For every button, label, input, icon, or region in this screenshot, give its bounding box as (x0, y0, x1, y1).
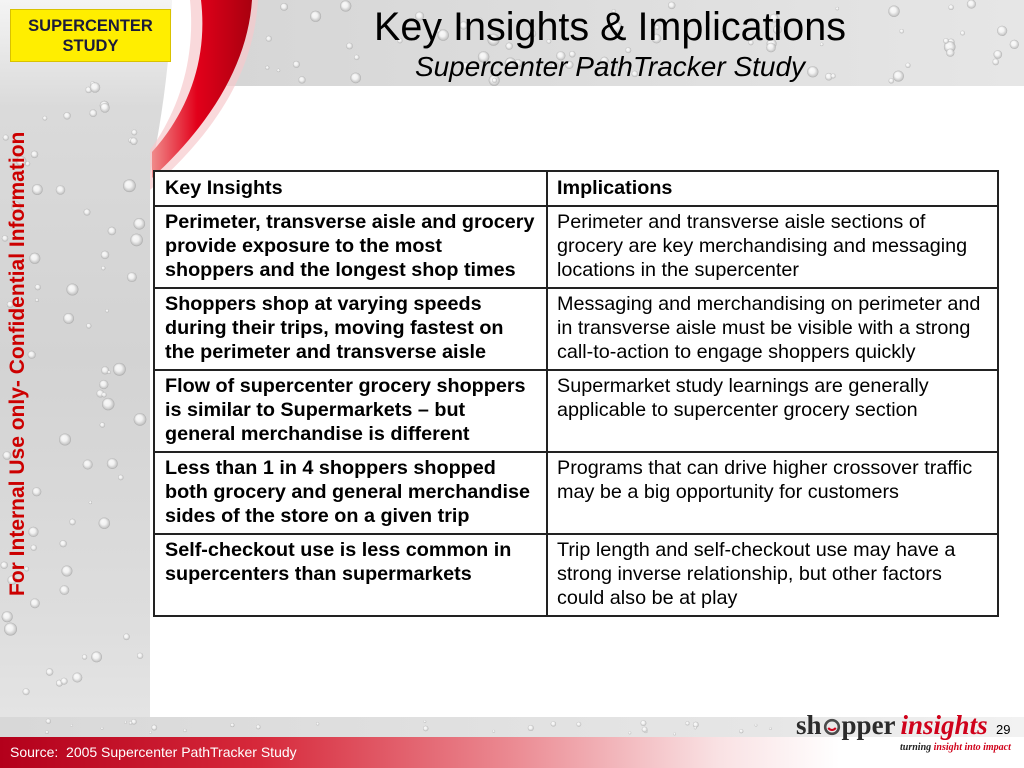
droplet (131, 130, 137, 136)
cell-text-line: could also be at play (557, 587, 738, 609)
droplet (89, 109, 97, 117)
implication-cell (548, 453, 997, 533)
droplet (118, 475, 123, 480)
droplet (124, 721, 127, 724)
droplet (100, 103, 110, 113)
droplet (72, 673, 82, 683)
droplet (256, 725, 261, 730)
logo-tagline (900, 742, 1011, 754)
cell-text-line: both grocery and general merchandise (165, 481, 530, 503)
droplet (66, 284, 78, 296)
droplet (59, 434, 71, 446)
droplet (134, 218, 146, 230)
droplet (70, 724, 72, 726)
cell-text-line: strong inverse relationship, but other factors (557, 563, 942, 585)
droplet (2, 611, 13, 622)
badge-line-1: SUPERCENTER (28, 16, 153, 35)
cell-text-line: Trip length and self-checkout use may have a (557, 539, 956, 561)
logo-word-insights: insights (900, 710, 988, 740)
droplet (35, 298, 39, 302)
insight-cell (155, 453, 548, 533)
droplet (82, 654, 87, 659)
badge-line-2: STUDY (62, 36, 119, 55)
page-number: 29 (996, 722, 1011, 737)
droplet (29, 253, 40, 264)
droplet (45, 731, 48, 734)
droplet (130, 138, 137, 145)
implication-cell (548, 535, 997, 615)
droplet (739, 729, 743, 733)
cell-text-line: Flow of supercenter grocery shoppers (165, 375, 526, 397)
droplet (35, 284, 41, 290)
cell-text-line: is similar to Supermarkets – but (165, 399, 466, 421)
cell-text-line: general merchandise is different (165, 423, 470, 445)
droplet (528, 725, 534, 731)
droplet (63, 313, 74, 324)
droplet (60, 540, 67, 547)
droplet (101, 266, 105, 270)
cell-text-line: grocery are key merchandising and messaging (557, 235, 968, 257)
droplet (61, 678, 68, 685)
logo-word-end: pper (841, 710, 896, 740)
cell-text-line: the perimeter and transverse aisle (165, 341, 487, 363)
droplet (686, 721, 690, 725)
tagline-start: turning (900, 742, 932, 753)
droplet (46, 719, 51, 724)
insight-cell (155, 289, 548, 369)
confidential-note: For Internal Use only- Confidential Information (6, 131, 29, 597)
droplet (492, 730, 495, 733)
cell-text-line: applicable to supercenter grocery section (557, 399, 918, 421)
cell-text-line: supercenters than supermarkets (165, 563, 472, 585)
droplet (99, 380, 108, 389)
slide-subtitle: Supercenter PathTracker Study (414, 51, 806, 82)
droplet (43, 116, 48, 121)
cell-text-line: call-to-action to engage shoppers quickly (557, 341, 916, 363)
droplet (63, 112, 70, 119)
cell-text-line: Messaging and merchandising on perimeter and (557, 293, 981, 315)
droplet (101, 251, 109, 259)
cell-text-line: in transverse aisle must be visible with a strong (557, 317, 971, 339)
table-row (155, 287, 997, 369)
droplet (84, 209, 91, 216)
droplet (106, 309, 109, 312)
droplet (230, 723, 234, 727)
droplet (86, 323, 91, 328)
droplet (108, 227, 116, 235)
droplet (90, 82, 100, 92)
droplet (100, 422, 105, 427)
droplet (149, 731, 151, 733)
droplet (641, 720, 647, 726)
droplet (992, 59, 999, 66)
droplet (31, 151, 38, 158)
droplet (69, 519, 75, 525)
droplet (123, 179, 136, 192)
cell-text-line: Self-checkout use is less common in (165, 539, 512, 561)
logo-wordmark (796, 710, 1011, 740)
droplet (694, 727, 697, 730)
cell-text-line: locations in the supercenter (557, 259, 799, 281)
droplet (127, 272, 137, 282)
droplet (32, 487, 41, 496)
droplet (101, 727, 104, 730)
droplet (89, 501, 92, 504)
cell-text-line: Shoppers shop at varying speeds (165, 293, 482, 315)
implication-cell (548, 289, 997, 369)
droplet (91, 652, 102, 663)
droplet (56, 185, 65, 194)
insights-table (153, 170, 999, 617)
droplet (628, 732, 631, 735)
droplet (137, 653, 143, 659)
droplet (60, 585, 70, 595)
droplet (61, 566, 72, 577)
shopper-o-icon (823, 712, 841, 730)
table-header-row (155, 172, 997, 205)
droplet (316, 722, 319, 725)
droplet (107, 458, 118, 469)
droplet (30, 598, 40, 608)
droplet (997, 26, 1007, 36)
droplet (1010, 40, 1019, 49)
droplet (994, 50, 1003, 59)
cell-text-line: may be a big opportunity for customers (557, 481, 899, 503)
implication-cell (548, 207, 997, 287)
droplet (123, 634, 130, 641)
droplet (183, 729, 186, 732)
insight-cell (155, 535, 548, 615)
droplet (134, 413, 147, 426)
droplet (113, 363, 126, 376)
droplet (129, 721, 132, 724)
implication-cell (548, 371, 997, 451)
header-implications: Implications (557, 177, 673, 199)
droplet (46, 668, 53, 675)
cell-text-line: shoppers and the longest shop times (165, 259, 516, 281)
droplet (32, 184, 43, 195)
insight-cell (155, 207, 548, 287)
droplet (755, 724, 758, 727)
droplet (99, 518, 110, 529)
cell-text-line: provide exposure to the most (165, 235, 442, 257)
droplet (642, 727, 648, 733)
droplet (769, 727, 772, 730)
droplet (102, 398, 114, 410)
study-badge (10, 9, 171, 62)
header-key-insights: Key Insights (155, 172, 548, 205)
logo-word-start: sh (796, 710, 822, 740)
table-row (155, 369, 997, 451)
droplet (551, 721, 556, 726)
cell-text-line: Less than 1 in 4 shoppers shopped (165, 457, 496, 479)
droplet (576, 722, 581, 727)
insight-cell (155, 371, 548, 451)
table-row (155, 533, 997, 615)
cell-text-line: during their trips, moving fastest on (165, 317, 504, 339)
droplet (83, 460, 93, 470)
cell-text-line: sides of the store on a given trip (165, 505, 470, 527)
source-note: Source: 2005 Supercenter PathTracker Study (10, 744, 297, 760)
slide-title: Key Insights & Implications (373, 5, 846, 49)
droplet (130, 234, 143, 247)
droplet (4, 623, 17, 636)
droplet (152, 725, 158, 731)
shopper-insights-logo (796, 710, 1011, 756)
droplet (673, 733, 676, 736)
droplet (424, 720, 427, 723)
cell-text-line: Supermarket study learnings are generally (557, 375, 929, 397)
droplet (23, 688, 30, 695)
cell-text-line: Programs that can drive higher crossover traffic (557, 457, 973, 479)
table-row (155, 205, 997, 287)
tagline-end: insight into impact (933, 742, 1011, 753)
cell-text-line: Perimeter and transverse aisle sections of (557, 211, 926, 233)
droplet (423, 726, 428, 731)
droplet (102, 392, 107, 397)
table-row (155, 451, 997, 533)
droplet (108, 371, 111, 374)
cell-text-line: Perimeter, transverse aisle and grocery (165, 211, 535, 233)
droplet (31, 545, 37, 551)
